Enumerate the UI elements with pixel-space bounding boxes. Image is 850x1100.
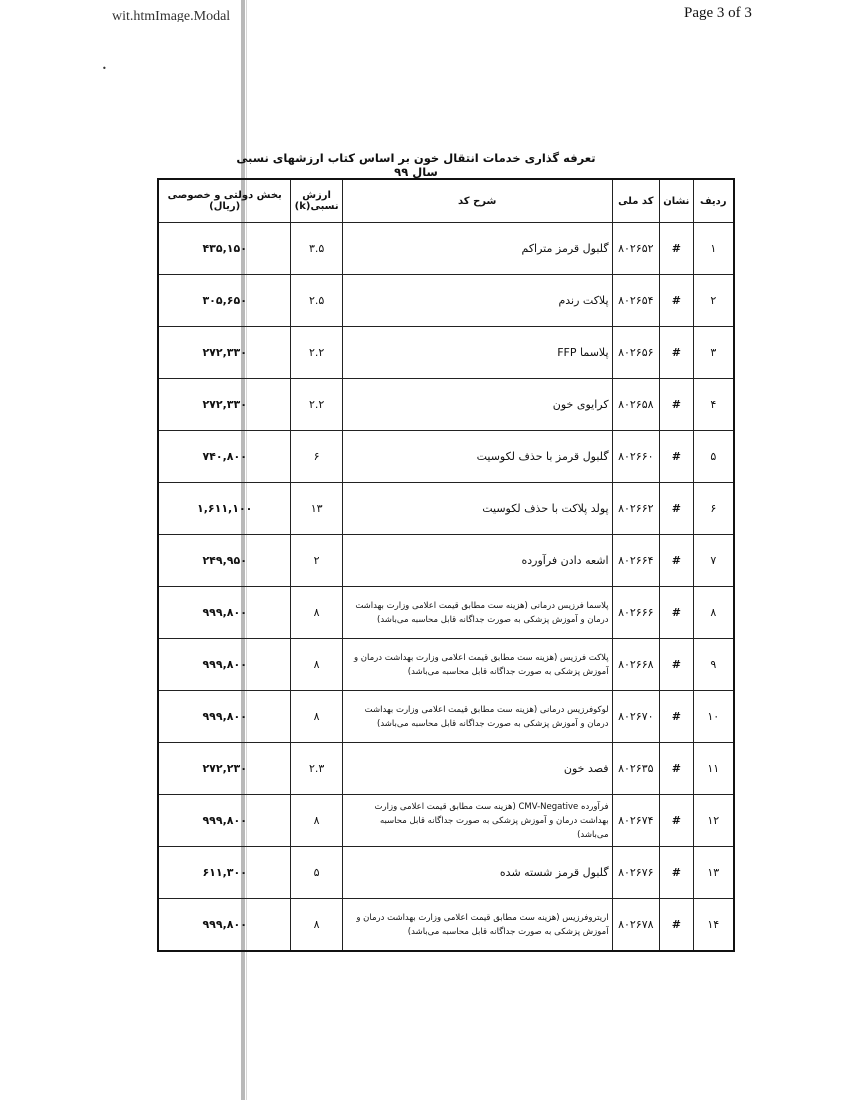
description-cell: پلاکت فرزیس (هزینه ست مطابق قیمت اعلامی وزارت بهداشت درمان و آموزش پزشکی به صورت جداگانه قابل محاسبه می‌باشد) (342, 639, 612, 691)
price-cell: ۳۰۵,۶۵۰ (158, 275, 291, 327)
description-cell: فرآورده CMV-Negative (هزینه ست مطابق قیمت اعلامی وزارت بهداشت درمان و آموزش پزشکی به صورت جداگانه قابل محاسبه می‌باشد) (342, 795, 612, 847)
mark-cell: # (660, 847, 694, 899)
price-cell: ۹۹۹,۸۰۰ (158, 691, 291, 743)
table-row (158, 535, 734, 587)
national-code-cell: ۸۰۲۶۶۲ (612, 483, 659, 535)
header-national-code: کد ملی (612, 179, 659, 223)
national-code-cell: ۸۰۲۶۷۰ (612, 691, 659, 743)
national-code-cell: ۸۰۲۶۶۶ (612, 587, 659, 639)
table-row (158, 275, 734, 327)
row-number-cell: ۸ (693, 587, 734, 639)
row-number-cell: ۴ (693, 379, 734, 431)
relative-value-cell: ۲.۲ (291, 327, 342, 379)
table-row (158, 743, 734, 795)
row-number-cell: ۹ (693, 639, 734, 691)
national-code-cell: ۸۰۲۶۷۶ (612, 847, 659, 899)
price-cell: ۲۴۹,۹۵۰ (158, 535, 291, 587)
price-cell: ۹۹۹,۸۰۰ (158, 587, 291, 639)
price-cell: ۴۳۵,۱۵۰ (158, 223, 291, 275)
description-cell: پلاسما FFP (342, 327, 612, 379)
national-code-cell: ۸۰۲۶۶۸ (612, 639, 659, 691)
mark-cell: # (660, 691, 694, 743)
table-row (158, 327, 734, 379)
description-cell: اریتروفرزیس (هزینه ست مطابق قیمت اعلامی وزارت بهداشت درمان و آموزش پزشکی به صورت جداگانه قابل محاسبه می‌باشد) (342, 899, 612, 952)
mark-cell: # (660, 795, 694, 847)
national-code-cell: ۸۰۲۶۵۸ (612, 379, 659, 431)
price-cell: ۹۹۹,۸۰۰ (158, 899, 291, 952)
table-row (158, 587, 734, 639)
price-cell: ۱,۶۱۱,۱۰۰ (158, 483, 291, 535)
header-price: بخش دولتی و خصوصی (ریال) (158, 179, 291, 223)
mark-cell: # (660, 327, 694, 379)
mark-cell: # (660, 899, 694, 952)
description-cell: پولد پلاکت با حذف لکوسیت (342, 483, 612, 535)
row-number-cell: ۱۲ (693, 795, 734, 847)
page-number: Page 3 of 3 (684, 5, 752, 21)
relative-value-cell: ۸ (291, 691, 342, 743)
relative-value-cell: ۶ (291, 431, 342, 483)
price-cell: ۷۴۰,۸۰۰ (158, 431, 291, 483)
national-code-cell: ۸۰۲۶۶۴ (612, 535, 659, 587)
national-code-cell: ۸۰۲۶۷۸ (612, 899, 659, 952)
row-number-cell: ۶ (693, 483, 734, 535)
table-header-row (158, 179, 734, 223)
national-code-cell: ۸۰۲۶۵۶ (612, 327, 659, 379)
header-description: شرح کد (342, 179, 612, 223)
price-cell: ۶۱۱,۳۰۰ (158, 847, 291, 899)
row-number-cell: ۱ (693, 223, 734, 275)
national-code-cell: ۸۰۲۶۶۰ (612, 431, 659, 483)
mark-cell: # (660, 431, 694, 483)
national-code-cell: ۸۰۲۶۵۴ (612, 275, 659, 327)
header-mark: نشان (660, 179, 694, 223)
document-title: تعرفه گذاری خدمات انتقال خون بر اساس کتاب ارزشهای نسبی سال ۹۹ (236, 151, 596, 179)
description-cell: گلبول قرمز با حذف لکوسیت (342, 431, 612, 483)
table-row (158, 691, 734, 743)
table-row (158, 483, 734, 535)
mark-cell: # (660, 639, 694, 691)
relative-value-cell: ۸ (291, 795, 342, 847)
relative-value-cell: ۳.۵ (291, 223, 342, 275)
price-cell: ۲۷۲,۲۳۰ (158, 743, 291, 795)
mark-cell: # (660, 587, 694, 639)
scan-speck: • (102, 64, 107, 73)
header-relative-value: ارزش نسبی(k) (291, 179, 342, 223)
row-number-cell: ۷ (693, 535, 734, 587)
description-cell: اشعه دادن فرآورده (342, 535, 612, 587)
row-number-cell: ۱۳ (693, 847, 734, 899)
row-number-cell: ۱۰ (693, 691, 734, 743)
mark-cell: # (660, 483, 694, 535)
table-row (158, 795, 734, 847)
description-cell: کرایوی خون (342, 379, 612, 431)
row-number-cell: ۵ (693, 431, 734, 483)
header-left-text: wit.htmImage.Modal (112, 9, 231, 22)
description-cell: گلبول قرمز شسته شده (342, 847, 612, 899)
table-row (158, 379, 734, 431)
tariff-table (157, 178, 735, 952)
relative-value-cell: ۵ (291, 847, 342, 899)
relative-value-cell: ۸ (291, 639, 342, 691)
description-cell: لوکوفرزیس درمانی (هزینه ست مطابق قیمت اعلامی وزارت بهداشت درمان و آموزش پزشکی به صورت جداگانه قابل محاسبه می‌باشد) (342, 691, 612, 743)
row-number-cell: ۱۱ (693, 743, 734, 795)
relative-value-cell: ۲.۵ (291, 275, 342, 327)
price-cell: ۹۹۹,۸۰۰ (158, 639, 291, 691)
mark-cell: # (660, 275, 694, 327)
mark-cell: # (660, 743, 694, 795)
relative-value-cell: ۸ (291, 587, 342, 639)
price-cell: ۲۷۲,۳۳۰ (158, 327, 291, 379)
table-row (158, 899, 734, 952)
relative-value-cell: ۲.۳ (291, 743, 342, 795)
national-code-cell: ۸۰۲۶۳۵ (612, 743, 659, 795)
row-number-cell: ۲ (693, 275, 734, 327)
table-row (158, 639, 734, 691)
price-cell: ۲۷۲,۳۳۰ (158, 379, 291, 431)
description-cell: پلاسما فرزیس درمانی (هزینه ست مطابق قیمت اعلامی وزارت بهداشت درمان و آموزش پزشکی به صورت جداگانه قابل محاسبه می‌باشد) (342, 587, 612, 639)
relative-value-cell: ۲ (291, 535, 342, 587)
relative-value-cell: ۸ (291, 899, 342, 952)
relative-value-cell: ۱۳ (291, 483, 342, 535)
mark-cell: # (660, 223, 694, 275)
row-number-cell: ۳ (693, 327, 734, 379)
relative-value-cell: ۲.۲ (291, 379, 342, 431)
price-cell: ۹۹۹,۸۰۰ (158, 795, 291, 847)
table-row (158, 847, 734, 899)
table-row (158, 431, 734, 483)
description-cell: گلبول قرمز متراکم (342, 223, 612, 275)
description-cell: پلاکت رندم (342, 275, 612, 327)
header-row-number: ردیف (693, 179, 734, 223)
table-row (158, 223, 734, 275)
mark-cell: # (660, 379, 694, 431)
row-number-cell: ۱۴ (693, 899, 734, 952)
national-code-cell: ۸۰۲۶۷۴ (612, 795, 659, 847)
mark-cell: # (660, 535, 694, 587)
national-code-cell: ۸۰۲۶۵۲ (612, 223, 659, 275)
description-cell: فصد خون (342, 743, 612, 795)
